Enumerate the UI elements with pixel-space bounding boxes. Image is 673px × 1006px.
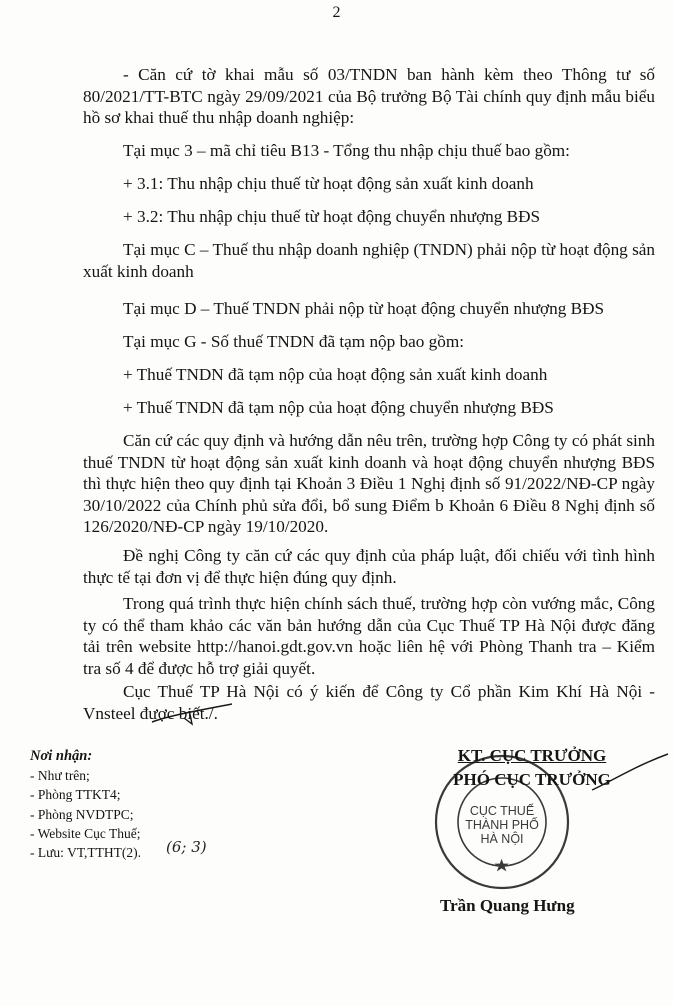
line-item-g: Tại mục G - Số thuế TNDN đã tạm nộp bao gồm: [123,332,464,351]
recipient-item: - Phòng NVDTPC; [30,806,134,822]
pen-mark-icon [150,702,235,728]
seal-line: CỤC THUẾ [469,804,535,818]
line-item-g-2: + Thuế TNDN đã tạm nộp của hoạt động chuyển nhượng BĐS [123,398,554,417]
signer-name: Trần Quang Hưng [440,896,575,915]
signature-title: KT. CỤC TRƯỞNG [457,746,607,765]
seal-line: HÀ NỘI [480,832,524,846]
recipients-title: Nơi nhận: [30,748,93,764]
line-item-3: Tại mục 3 – mã chỉ tiêu B13 - Tổng thu nhập chịu thuế bao gồm: [123,141,570,160]
paragraph-reference: Trong quá trình thực hiện chính sách thuế, trường hợp còn vướng mắc, Công ty có thể tham khảo các văn bản hướng dẫn của Cục Thuế TP Hà Nội được đăng tải trên website http://hanoi.gdt.gov.vn hoặc liên hệ với Phòng Thanh tra – Kiểm tra số 4 để được hỗ trợ giải quyết. [83,594,655,678]
recipient-item: - Website Cục Thuế; [30,825,141,841]
seal-line: THÀNH PHỐ [465,818,539,832]
recipient-item: - Phòng TTKT4; [30,787,121,803]
paragraph-request: Đề nghị Công ty căn cứ các quy định của pháp luật, đối chiếu với tình hình thực tế tại đơn vị để thực hiện đúng quy định. [83,546,655,587]
paragraph-item-c: Tại mục C – Thuế thu nhập doanh nghiệp (TNDN) phải nộp từ hoạt động sản xuất kinh doanh [83,240,655,281]
paragraph-legal-basis: - Căn cứ tờ khai mẫu số 03/TNDN ban hành kèm theo Thông tư số 80/2021/TT-BTC ngày 29/09/2021 của Bộ trưởng Bộ Tài chính quy định mẫu biểu hồ sơ khai thuế thu nhập doanh nghiệp: [83,65,655,127]
recipient-item: - Lưu: VT,TTHT(2). [30,845,142,861]
signature-stroke-icon [590,752,670,792]
signature-subtitle: PHÓ CỤC TRƯỞNG [453,770,611,789]
recipient-item: - Như trên; [30,768,90,783]
recipients-list [30,766,141,862]
line-item-d: Tại mục D – Thuế TNDN phải nộp từ hoạt động chuyển nhượng BĐS [123,299,605,318]
page-number: 2 [332,4,341,21]
line-item-g-1: + Thuế TNDN đã tạm nộp của hoạt động sản xuất kinh doanh [123,365,548,384]
handwritten-note: (6; 3) [166,838,207,856]
paragraph-conclusion: Căn cứ các quy định và hướng dẫn nêu trên, trường hợp Công ty có phát sinh thuế TNDN từ hoạt động sản xuất kinh doanh và hoạt động chuyển nhượng BĐS thì thực hiện theo quy định tại Khoản 3 Điều 1 Nghị định số 91/2022/NĐ-CP ngày 30/10/2022 của Chính phủ sửa đổi, bổ sung Điểm b Khoản 6 Điều 8 Nghị định số 126/2020/NĐ-CP ngày 19/10/2020. [83,431,655,536]
paragraph-closing: Cục Thuế TP Hà Nội có ý kiến để Công ty Cổ phần Kim Khí Hà Nội - Vnsteel được biết./. [83,682,655,723]
line-item-3-1: + 3.1: Thu nhập chịu thuế từ hoạt động sản xuất kinh doanh [123,174,534,193]
line-item-3-2: + 3.2: Thu nhập chịu thuế từ hoạt động chuyển nhượng BĐS [123,207,541,226]
